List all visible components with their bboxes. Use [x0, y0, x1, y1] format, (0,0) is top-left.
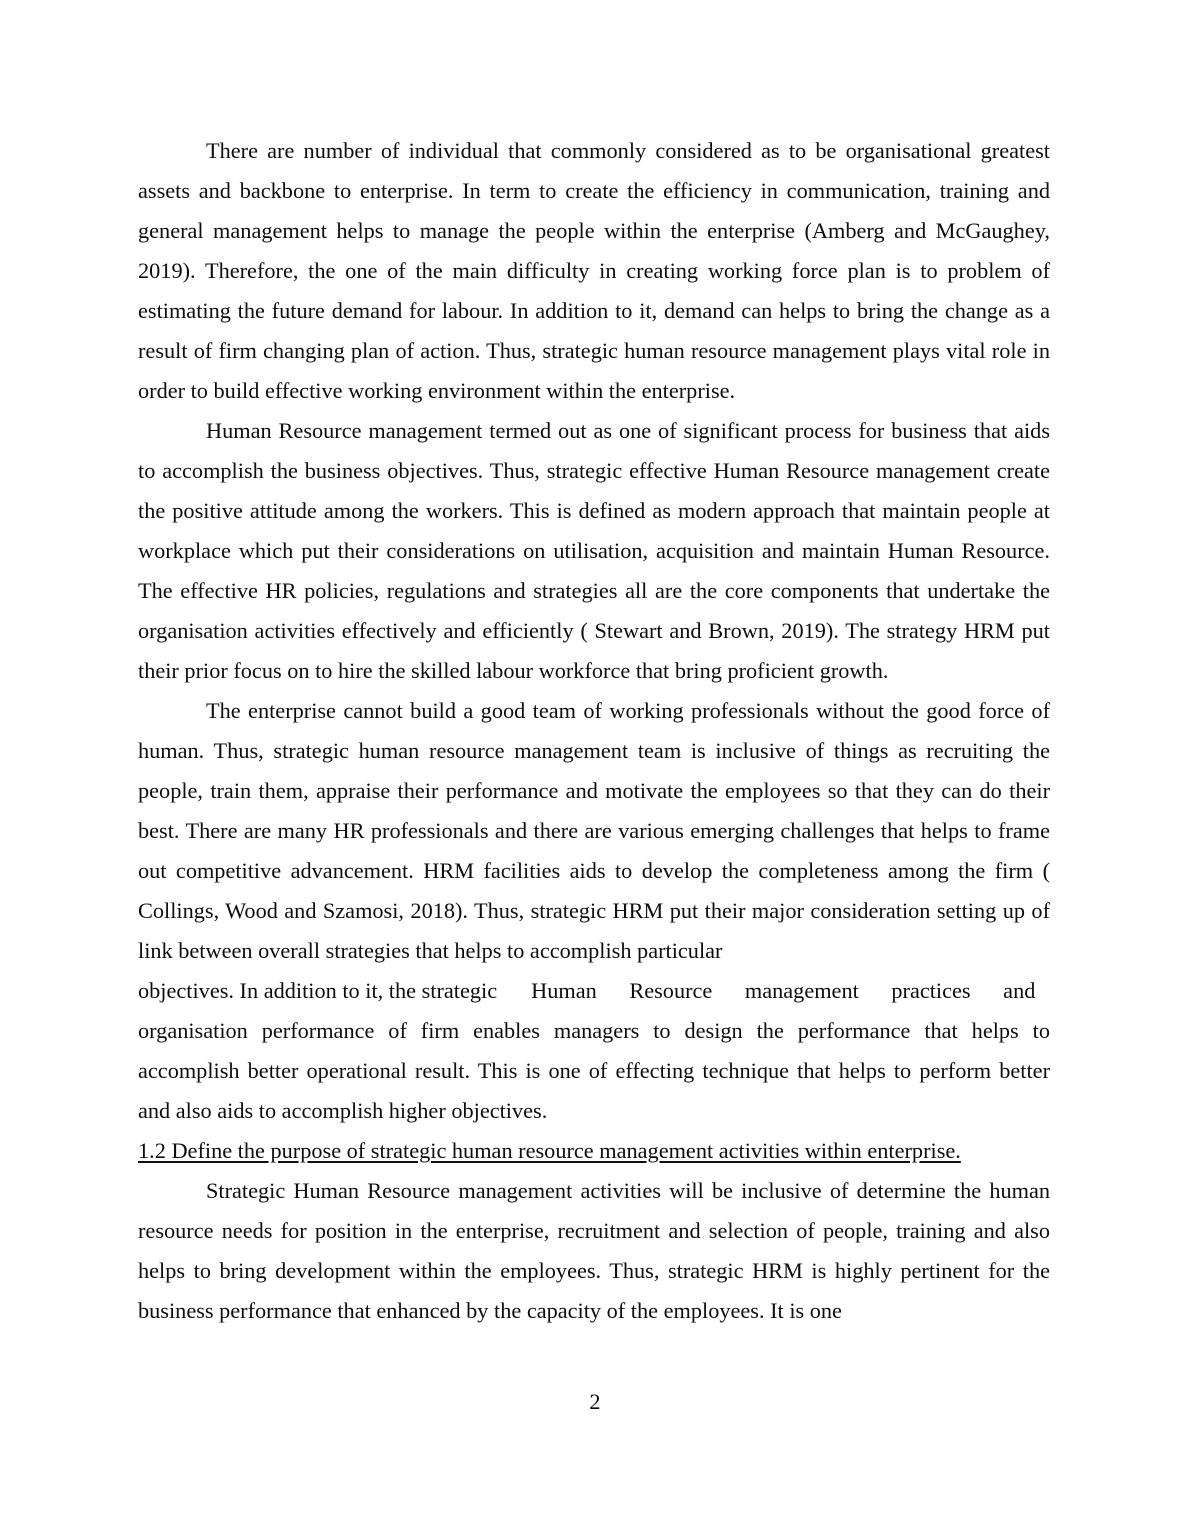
page-number: 2 — [589, 1389, 601, 1414]
document-body — [138, 131, 1050, 1331]
section-heading-1-2: 1.2 Define the purpose of strategic human resource management activities within enterprise. — [138, 1138, 961, 1163]
paragraph-1: There are number of individual that commonly considered as to be organisational greatest assets and backbone to enterprise. In term to create the efficiency in communication, training and general management helps to manage the people within the enterprise (Amberg and McGaughey, 2019). Therefore, the one of the main difficulty in creating working force plan is to problem of estimating the future demand for labour. In addition to it, demand can helps to bring the change as a result of firm changing plan of action. Thus, strategic human resource management plays vital role in order to build effective working environment within the enterprise. — [138, 138, 1050, 403]
paragraph-3-justification-line — [138, 971, 1050, 1011]
paragraph-3-part-b: organisation performance of firm enables managers to design the performance that helps to accomplish better operational result. This is one of effecting technique that helps to perform better and also aids to accomplish higher objectives. — [138, 1018, 1050, 1123]
paragraph-3-line-stretched-segment: Human Resource management practices and — [531, 978, 1036, 1003]
paragraph-3-part-a: The enterprise cannot build a good team of working professionals without the good force of human. Thus, strategic human resource management team is inclusive of things as recruiting the people, train them, appraise their performance and motivate the employees so that they can do their best. There are many HR professionals and there are various emerging challenges that helps to frame out competitive advancement. HRM facilities aids to develop the completeness among the firm ( Collings, Wood and Szamosi, 2018). Thus, strategic HRM put their major consideration setting up of link between overall strategies that helps to accomplish particular — [138, 698, 1050, 963]
paragraph-2: Human Resource management termed out as one of significant process for business that aids to accomplish the business objectives. Thus, strategic effective Human Resource management create the positive attitude among the workers. This is defined as modern approach that maintain people at workplace which put their considerations on utilisation, acquisition and maintain Human Resource. The effective HR policies, regulations and strategies all are the core components that undertake the organisation activities effectively and efficiently ( Stewart and Brown, 2019). The strategy HRM put their prior focus on to hire the skilled labour workforce that bring proficient growth. — [138, 418, 1050, 683]
paragraph-3-line-normal-segment: objectives. In addition to it, the strategic — [138, 978, 498, 1003]
paragraph-4: Strategic Human Resource management activities will be inclusive of determine the human resource needs for position in the enterprise, recruitment and selection of people, training and also helps to bring development within the employees. Thus, strategic HRM is highly pertinent for the business performance that enhanced by the capacity of the employees. It is one — [138, 1178, 1050, 1323]
